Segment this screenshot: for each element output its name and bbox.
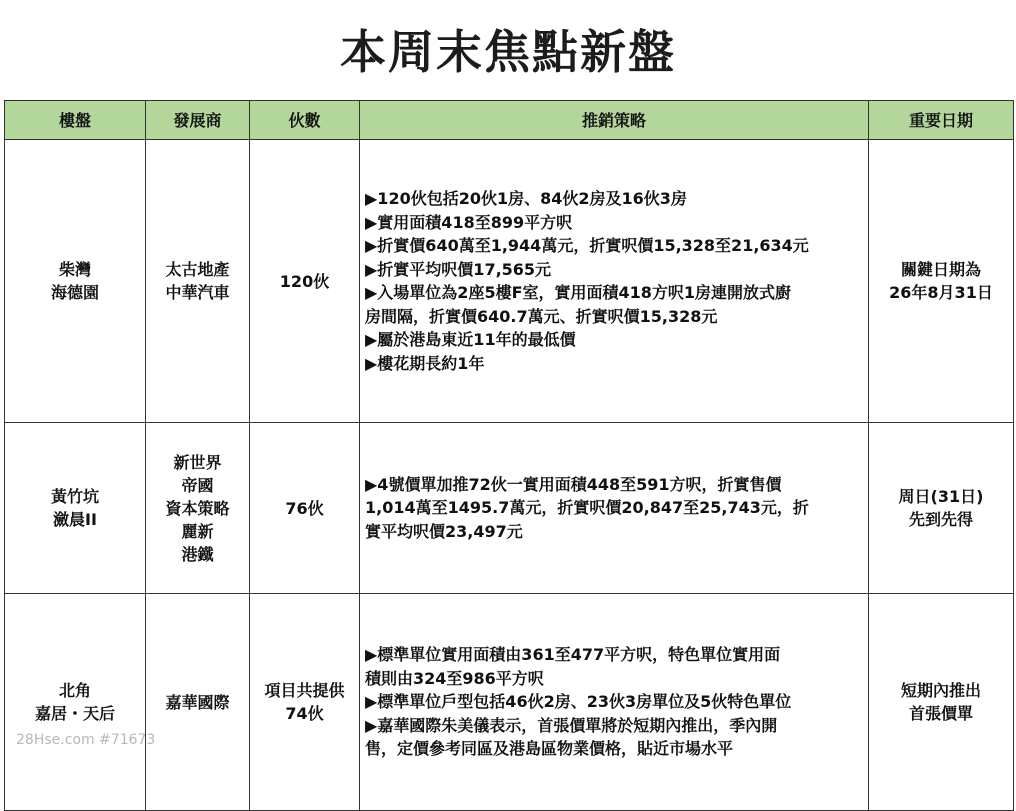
units-value: 120伙 <box>279 271 330 291</box>
developer-name: 資本策略 <box>165 498 230 518</box>
strategy-line: ▶嘉華國際朱美儀表示，首張價單將於短期內推出，季內開 <box>365 715 778 735</box>
strategy-line: 1,014萬至1495.7萬元，折實呎價20,847至25,743元，折 <box>365 498 809 518</box>
units-cell <box>250 423 360 594</box>
header-strategy: 推銷策略 <box>360 101 869 140</box>
property-name: 嘉居・天后 <box>34 704 115 723</box>
date-cell <box>869 140 1014 423</box>
page-title: 本周末焦點新盤 <box>340 25 676 79</box>
units-value: 項目共提供 <box>264 681 345 700</box>
date-line: 短期內推出 <box>900 681 981 700</box>
property-cell <box>5 594 146 811</box>
date-line: 先到先得 <box>908 510 973 529</box>
strategy-line: 實平均呎價23,497元 <box>365 521 523 541</box>
strategy-line: ▶折實平均呎價17,565元 <box>365 259 552 279</box>
property-cell <box>5 140 146 423</box>
units-cell <box>250 140 360 423</box>
property-name: 瀲晨II <box>53 510 97 529</box>
developer-name: 中華汽車 <box>165 283 230 302</box>
strategy-line: ▶折實價640萬至1,944萬元，折實呎價15,328至21,634元 <box>365 236 809 255</box>
date-cell <box>869 423 1014 594</box>
table-row <box>5 594 1014 811</box>
header-units: 伙數 <box>250 101 360 140</box>
strategy-line: ▶標準單位實用面積由361至477平方呎，特色單位實用面 <box>365 645 781 665</box>
date-line: 首張價單 <box>908 704 973 723</box>
strategy-line: ▶樓花期長約1年 <box>365 353 485 373</box>
developer-cell <box>146 140 250 423</box>
strategy-line: ▶屬於港島東近11年的最低價 <box>365 330 576 349</box>
property-district: 柴灣 <box>58 260 91 279</box>
header-property: 樓盤 <box>5 101 146 140</box>
developer-cell <box>146 423 250 594</box>
property-cell <box>5 423 146 594</box>
developer-name: 港鐵 <box>181 544 214 564</box>
date-line: 關鍵日期為 <box>900 260 981 279</box>
developer-cell <box>146 594 250 811</box>
units-value: 74伙 <box>285 704 324 723</box>
strategy-line: ▶標準單位戶型包括46伙2房、23伙3房單位及5伙特色單位 <box>365 692 792 712</box>
developer-name: 新世界 <box>173 452 222 472</box>
strategy-line: ▶4號價單加推72伙一實用面積448至591方呎，折實售價 <box>365 474 782 494</box>
date-cell <box>869 594 1014 811</box>
strategy-cell <box>360 423 869 594</box>
header-developer: 發展商 <box>146 101 250 140</box>
header-date: 重要日期 <box>869 101 1014 140</box>
watermark: 28Hse.com #71673 <box>16 732 156 748</box>
developer-name: 太古地產 <box>165 260 230 279</box>
property-name: 海德園 <box>50 283 99 302</box>
developer-name: 帝國 <box>181 475 214 495</box>
property-district: 黃竹坑 <box>50 487 99 506</box>
date-line: 26年8月31日 <box>889 283 993 302</box>
table-header-row <box>5 101 1014 140</box>
strategy-cell <box>360 594 869 811</box>
strategy-line: 房間隔，折實價640.7萬元、折實呎價15,328元 <box>365 306 718 326</box>
strategy-line: ▶入場單位為2座5樓F室，實用面積418方呎1房連開放式廚 <box>365 283 792 302</box>
date-line: 周日(31日) <box>898 487 984 506</box>
table-row <box>5 423 1014 594</box>
strategy-line: 售，定價參考同區及港島區物業價格，貼近市場水平 <box>365 739 734 759</box>
units-cell <box>250 594 360 811</box>
strategy-line: ▶實用面積418至899平方呎 <box>365 212 573 232</box>
strategy-line: 積則由324至986平方呎 <box>365 668 544 688</box>
property-table <box>4 100 1014 811</box>
units-value: 76伙 <box>285 498 324 518</box>
developer-name: 嘉華國際 <box>165 692 230 712</box>
strategy-cell <box>360 140 869 423</box>
table-row <box>5 140 1014 423</box>
property-district: 北角 <box>58 681 91 700</box>
developer-name: 麗新 <box>181 521 214 541</box>
strategy-line: ▶120伙包括20伙1房、84伙2房及16伙3房 <box>365 189 687 208</box>
